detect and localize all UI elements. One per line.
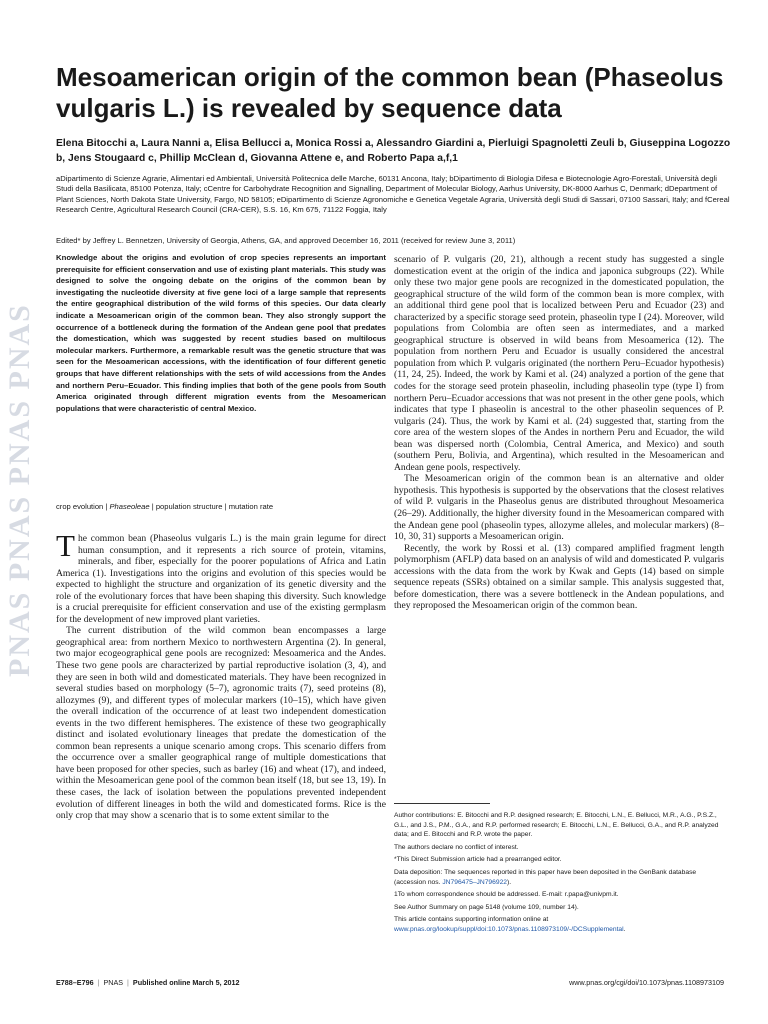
page-range: E788–E796 xyxy=(56,978,94,987)
author-contributions: Author contributions: E. Bitocchi and R.P. designed research; E. Bitocchi, L.N., E. Bellucci, M.R., A.G., P.S.Z., G.L., and J.S., P.M., G.A., and R.P. performed research; E. Bitocchi, L.N., E. Bellucci, G.A., and R.P. analyzed data; and E. Bitocchi and R.P. wrote the paper. xyxy=(394,812,719,839)
abstract: Knowledge about the origins and evolution of crop species represents an important prerequisite for efficient conservation and use of existing plant materials. This study was designed to solve the ongoing debate on the origins of the common bean by investigating the nucleotide diversity at five gene loci of a large sample that represents the entire geographical distribution of the wild forms of this species. Our data clearly indicate a Mesoamerican origin of the common bean. They also strongly support the occurrence of a bottleneck during the formation of the Andean gene pool that predates the domestication, which was suggested by recent studies based on multilocus molecular markers. Furthermore, a remarkable result was the genetic structure that was seen for the Mesoamerican accessions, with the identification of four different genetic groups that have different relationships with the sets of wild accessions from the Andes and northern Peru–Ecuador. This finding implies that both of the gene pools from South America originated through different migration events from the Mesoamerican populations that were characteristic of central Mexico. xyxy=(56,253,386,413)
supplemental-link[interactable]: www.pnas.org/lookup/suppl/doi:10.1073/pnas.1108973109/-/DCSupplemental xyxy=(394,925,624,933)
body-paragraph xyxy=(56,528,386,625)
keyword: Phaseoleae xyxy=(109,502,150,511)
doi-url: www.pnas.org/cgi/doi/10.1073/pnas.1108973109 xyxy=(569,978,724,987)
deposition-end: ). xyxy=(507,878,512,886)
journal-name: PNAS xyxy=(103,978,124,987)
footnote-divider xyxy=(394,803,490,804)
supporting-text: This article contains supporting information online at xyxy=(394,916,549,924)
body-column-right xyxy=(394,254,724,612)
author-list: Elena Bitocchi a, Laura Nanni a, Elisa Bellucci a, Monica Rossi a, Alessandro Giardini a, Pierluigi Spagnoletti Zeuli b, Giuseppina Logozzo b, Jens Stougaard c, Phillip McClean d, Giovanna Attene e, and Roberto Papa a,f,1 xyxy=(56,138,731,164)
body-paragraph: The Mesoamerican origin of the common bean is an alternative and older hypothesis. This hypothesis is supported by the observations that the closest relatives of wild P. vulgaris in the Phaseolus genus are distributed throughout Mesoamerica (26–29). Additionally, the higher diversity found in the Mesoamerican compared with the Andean gene pool (phaseolin types, allozyme alleles, and molecular markers) (8–10, 30, 31) supports a Mesoamerican origin. xyxy=(394,473,724,543)
drop-cap: T xyxy=(56,528,75,563)
supporting-info xyxy=(394,915,724,934)
publication-date: Published online March 5, 2012 xyxy=(132,978,240,987)
keyword: crop evolution xyxy=(56,502,104,511)
body-paragraph: scenario of P. vulgaris (20, 21), although a recent study has suggested a single domestication event at the origin of the indica and japonica subgroups (22). While only these two major gene pools are recognized in the domesticated population, the geographical structure of the wild form of the common bean is more complex, with an additional third gene pool that is localized between Peru and Ecuador (23) and characterized by a specific storage seed protein, phaseolin type I (24). Moreover, wild populations from Colombia are often seen as intermediates, and a marked geographical structure is observed in wild beans from Mesoamerica (12). The population from northern Peru and Ecuador is usually considered the ancestral population from which P. vulgaris originated (the northern Peru–Ecuador hypothesis) (11, 24, 25). Indeed, the work by Kami et al. (24) analyzed a portion of the gene that codes for the storage seed protein phaseolin, including phaseolin type (type I) from northern Peru–Ecuador accessions that was not present in the other gene pools, which indicates that type I phaseolin is ancestral to the other phaseolin sequences of P. vulgaris (24). Thus, the work by Kami et al. (24) suggested that, starting from the core area of the western slopes of the Andes in northern Peru and Ecuador, the wild bean was dispersed north (Colombia, Central America, and Mexico) and south (southern Peru, Bolivia, and Argentina), which resulted in the Mesoamerican and Andean gene pools, respectively. xyxy=(394,254,724,473)
supporting-end: . xyxy=(623,925,626,933)
author-summary-note: See Author Summary on page 5148 (volume 109, number 14). xyxy=(394,903,579,911)
affiliations: aDipartimento di Scienze Agrarie, Alimentari ed Ambientali, Università Politecnica delle Marche, 60131 Ancona, Italy; bDipartimento di Biologia Difesa e Biotecnologie Agro-Forestali, Università degli Studi della Basilicata, 85100 Potenza, Italy; cCentre for Carbohydrate Recognition and Signalling, Department of Molecular Biology, Aarhus University, DK-8000 Aarhus C, Denmark; dDepartment of Plant Sciences, North Dakota State University, Fargo, ND 58105; eDipartimento di Scienze Agronomiche e Genetica Vegetale Agraria, Università degli Studi di Sassari, 07100 Sassari, Italy; and fCereal Research Centre, Agricultural Research Council (CRA-CER), S.S. 16, Km 675, 71122 Foggia, Italy xyxy=(56,174,730,214)
genbank-accession-link[interactable]: JN796475–JN796922 xyxy=(442,878,508,886)
data-deposition xyxy=(394,868,724,887)
conflict-statement: The authors declare no conflict of interest. xyxy=(394,843,519,851)
pnas-side-watermark xyxy=(0,0,36,1024)
keyword: population structure xyxy=(155,502,223,511)
body-paragraph: The current distribution of the wild common bean encompasses a large geographical area: from northern Mexico to northwestern Argentina (2). In general, two major ecogeographical gene pools are recognized: Mesoamerica and the Andes. These two gene pools are characterized by partial reproductive isolation (3, 4), and they are seen in both wild and domesticated materials. They have been recognized in several studies based on morphology (5–7), agronomic traits (7), seed proteins (8), allozymes (9), and different types of molecular markers (10–15), which have given the overall indication of the occurrence of at least two independent domestication events in the two different hemispheres. The existence of these two geographically distinct and isolated evolutionary lineages that predate the domestication of the common bean represents a unique scenario among crops. This scenario differs from the occurrence over a smaller geographical range of multiple domestications that have been proposed for other species, such as barley (16) and wheat (17), and indeed, within the Mesoamerican gene pool of the common bean itself (18, but see 13, 19). In these cases, the lack of isolation between the populations prevented independent evolution of different lineages in both the wild and domesticated forms. Rice is the only crop that may show a scenario that is to some extent similar to the xyxy=(56,625,386,822)
watermark-repeat: PNAS PNAS PNAS PNAS xyxy=(3,303,36,677)
footnotes xyxy=(394,811,724,938)
keywords: crop evolution | Phaseoleae | population structure | mutation rate xyxy=(56,502,274,511)
keyword: mutation rate xyxy=(228,502,274,511)
body-paragraph-text: he common bean (Phaseolus vulgaris L.) is the main grain legume for direct human consumption, and it represents a rich source of protein, vitamins, minerals, and fiber, especially for the poorer populations of Africa and Latin America (1). Investigations into the origins and evolution of this species would be expected to highlight the structure and organization of its genetic diversity and the role of the evolutionary forces that have been shaping this diversity. Such knowledge is a crucial prerequisite for efficient conservation and use of the existing germplasm for the development of new improved plant varieties. xyxy=(56,533,386,625)
deposition-text: Data deposition: The sequences reported in this paper have been deposited in the GenBank database (accession nos. xyxy=(394,868,697,886)
body-column-left xyxy=(56,528,386,822)
direct-submission-note: *This Direct Submission article had a prearranged editor. xyxy=(394,856,562,864)
correspondence-note: 1To whom correspondence should be addressed. E-mail: r.papa@univpm.it. xyxy=(394,891,619,899)
edited-by-line: Edited* by Jeffrey L. Bennetzen, University of Georgia, Athens, GA, and approved December 16, 2011 (received for review June 3, 2011) xyxy=(56,236,516,245)
article-title: Mesoamerican origin of the common bean (Phaseolus vulgaris L.) is revealed by sequence data xyxy=(56,62,724,123)
body-paragraph: Recently, the work by Rossi et al. (13) compared amplified fragment length polymorphism (AFLP) data based on an analysis of wild and domesticated P. vulgaris accessions with the data from the work by Kwak and Gepts (14) based on simple sequence repeats (SSRs) obtained on a similar sample. This analysis suggested that, before domestication, there was a severe bottleneck in the Andean populations, and they reproposed the Mesoamerican origin of the common bean. xyxy=(394,542,724,612)
